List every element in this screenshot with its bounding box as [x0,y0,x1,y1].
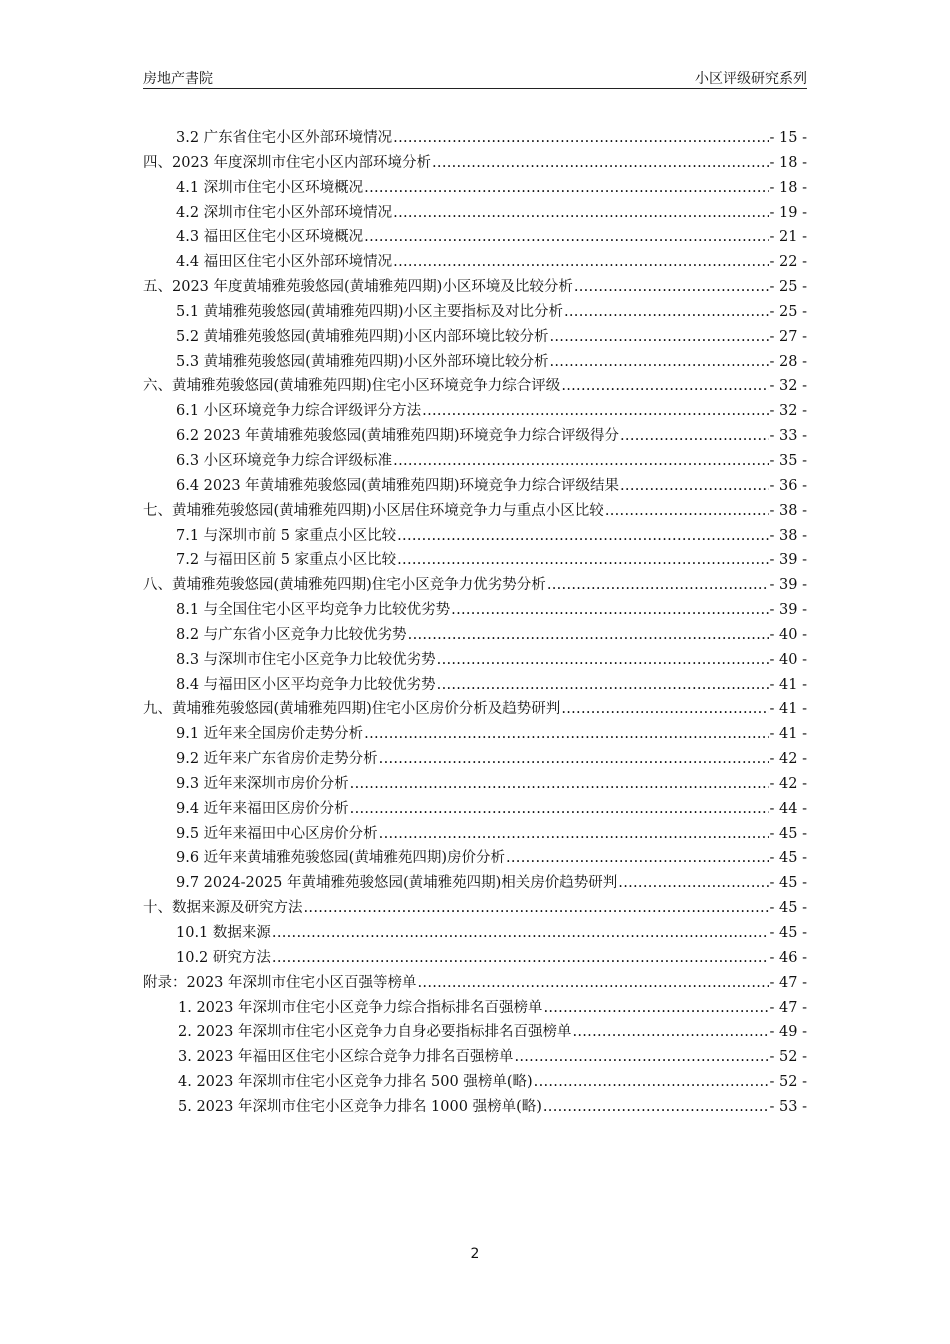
toc-leader-dots [437,673,769,698]
toc-entry[interactable] [143,697,807,722]
toc-entry-title: 十、数据来源及研究方法 [143,900,303,917]
header-series-title: 小区评级研究系列 [695,71,807,87]
toc-entry-title: 6.1 小区环境竞争力综合评级评分方法 [176,403,422,420]
toc-entry-page: - 39 - [769,602,807,619]
toc-entry[interactable] [143,648,807,673]
toc-entry[interactable] [143,151,807,176]
toc-entry-page: - 15 - [769,130,807,146]
toc-entry-page: - 45 - [769,850,807,867]
toc-entry-page: - 53 - [769,1098,807,1115]
toc-entry-page: - 41 - [769,726,807,743]
toc-leader-dots [572,1020,768,1045]
toc-entry[interactable] [143,275,807,300]
toc-entry-page: - 41 - [769,676,807,693]
toc-entry-title: 九、黄埔雅苑骏悠园(黄埔雅苑四期)住宅小区房价分析及趋势研判 [143,701,561,718]
header-publisher: 房地产書院 [143,71,213,87]
toc-leader-dots [514,1045,768,1070]
toc-entry-title: 9.6 近年来黄埔雅苑骏悠园(黄埔雅苑四期)房价分析 [176,850,505,867]
toc-entry[interactable] [143,623,807,648]
toc-entry[interactable] [143,374,807,399]
toc-entry-title: 5.3 黄埔雅苑骏悠园(黄埔雅苑四期)小区外部环境比较分析 [176,353,549,370]
toc-leader-dots [422,399,768,424]
toc-entry[interactable] [143,225,807,250]
toc-entry[interactable] [143,350,807,375]
toc-entry-title: 9.5 近年来福田中心区房价分析 [176,825,378,842]
toc-entry[interactable] [143,797,807,822]
toc-entry[interactable] [143,996,807,1021]
toc-entry-title: 五、2023 年度黄埔雅苑骏悠园(黄埔雅苑四期)小区环境及比较分析 [143,279,573,296]
toc-entry-title: 8.3 与深圳市住宅小区竞争力比较优劣势 [176,651,436,668]
toc-entry-title: 4.1 深圳市住宅小区环境概况 [176,179,364,196]
toc-entry-title: 七、黄埔雅苑骏悠园(黄埔雅苑四期)小区居住环境竞争力与重点小区比较 [143,502,604,519]
toc-leader-dots [543,996,768,1021]
toc-leader-dots [397,524,768,549]
toc-entry-title: 9.3 近年来深圳市房价分析 [176,775,349,792]
toc-entry-page: - 36 - [769,477,807,494]
toc-entry-title: 八、黄埔雅苑骏悠园(黄埔雅苑四期)住宅小区竞争力优劣势分析 [143,577,546,594]
toc-entry-page: - 45 - [769,900,807,917]
toc-entry-title: 5.2 黄埔雅苑骏悠园(黄埔雅苑四期)小区内部环境比较分析 [176,328,549,345]
toc-entry-title: 6.3 小区环境竞争力综合评级标准 [176,452,393,469]
toc-leader-dots [364,722,768,747]
toc-entry-page: - 46 - [769,949,807,966]
toc-entry-title: 6.2 2023 年黄埔雅苑骏悠园(黄埔雅苑四期)环境竞争力综合评级得分 [176,428,619,445]
toc-entry-page: - 18 - [769,154,807,171]
toc-leader-dots [408,623,769,648]
toc-entry-title: 10.1 数据来源 [176,925,271,941]
toc-entry-page: - 38 - [769,502,807,519]
toc-entry-page: - 39 - [769,577,807,594]
toc-entry-page: - 25 - [769,303,807,320]
toc-entry[interactable] [143,1070,807,1095]
toc-entry[interactable] [143,971,807,996]
toc-entry[interactable] [143,1045,807,1070]
toc-entry-title: 10.2 研究方法 [176,949,271,966]
page-number: 2 [470,1246,480,1262]
toc-entry-title: 2. 2023 年深圳市住宅小区竞争力自身必要指标排名百强榜单 [178,1024,572,1041]
toc-entry-page: - 32 - [769,378,807,395]
toc-leader-dots [304,896,769,921]
toc-entry[interactable] [143,449,807,474]
toc-entry[interactable] [143,772,807,797]
toc-leader-dots [605,499,769,524]
toc-entry-title: 8.4 与福田区小区平均竞争力比较优劣势 [176,676,436,693]
toc-entry-page: - 18 - [769,179,807,196]
toc-leader-dots [620,474,769,499]
toc-entry[interactable] [143,747,807,772]
toc-entry-title: 附录：2023 年深圳市住宅小区百强等榜单 [143,974,417,991]
toc-leader-dots [418,971,769,996]
toc-entry[interactable] [143,871,807,896]
toc-entry-page: - 28 - [769,353,807,370]
toc-leader-dots [549,350,768,375]
toc-leader-dots [350,772,769,797]
toc-entry-page: - 45 - [769,925,807,941]
toc-entry-title: 5.1 黄埔雅苑骏悠园(黄埔雅苑四期)小区主要指标及对比分析 [176,303,563,320]
toc-entry-page: - 32 - [769,403,807,420]
table-of-contents [143,126,807,1120]
toc-leader-dots [364,176,768,201]
toc-entry-page: - 35 - [769,452,807,469]
toc-entry[interactable] [143,822,807,847]
toc-entry-title: 3. 2023 年福田区住宅小区综合竞争力排名百强榜单 [178,1049,514,1066]
toc-entry-title: 4.4 福田区住宅小区外部环境情况 [176,254,393,271]
toc-entry[interactable] [143,846,807,871]
toc-entry-page: - 47 - [769,974,807,991]
toc-entry[interactable] [143,673,807,698]
toc-entry-page: - 25 - [769,279,807,296]
toc-entry[interactable] [143,598,807,623]
toc-leader-dots [543,1095,769,1120]
toc-leader-dots [364,225,768,250]
toc-entry-title: 4.2 深圳市住宅小区外部环境情况 [176,204,393,221]
toc-leader-dots [393,449,768,474]
toc-leader-dots [618,871,768,896]
toc-entry-title: 4. 2023 年深圳市住宅小区竞争力排名 500 强榜单(略) [178,1074,533,1091]
toc-entry-page: - 52 - [769,1049,807,1066]
toc-leader-dots [379,822,769,847]
toc-entry-page: - 39 - [769,552,807,569]
toc-entry[interactable] [143,548,807,573]
toc-entry-title: 1. 2023 年深圳市住宅小区竞争力综合指标排名百强榜单 [178,999,543,1016]
toc-entry[interactable] [143,1095,807,1120]
toc-entry-page: - 21 - [769,229,807,246]
toc-entry[interactable] [143,573,807,598]
toc-entry[interactable] [143,474,807,499]
toc-leader-dots [350,797,769,822]
toc-leader-dots [397,548,768,573]
toc-leader-dots [564,300,769,325]
page-header [143,66,807,89]
toc-entry-title: 6.4 2023 年黄埔雅苑骏悠园(黄埔雅苑四期)环境竞争力综合评级结果 [176,477,619,494]
toc-entry-title: 9.2 近年来广东省房价走势分析 [176,751,378,768]
toc-entry-page: - 33 - [769,428,807,445]
toc-leader-dots [561,697,768,722]
toc-leader-dots [393,126,768,151]
toc-entry-page: - 38 - [769,527,807,544]
toc-entry-page: - 42 - [769,775,807,792]
toc-entry-title: 3.2 广东省住宅小区外部环境情况 [176,130,393,146]
toc-entry[interactable] [143,325,807,350]
toc-entry-page: - 41 - [769,701,807,718]
toc-entry[interactable] [143,524,807,549]
toc-leader-dots [272,946,769,971]
toc-leader-dots [547,573,769,598]
toc-leader-dots [549,325,768,350]
toc-entry-title: 7.2 与福田区前 5 家重点小区比较 [176,552,397,569]
toc-entry-page: - 19 - [769,204,807,221]
toc-entry-page: - 49 - [769,1024,807,1041]
toc-entry[interactable] [143,722,807,747]
toc-entry[interactable] [143,399,807,424]
toc-leader-dots [437,648,769,673]
toc-entry-title: 9.1 近年来全国房价走势分析 [176,726,364,743]
toc-entry[interactable] [143,201,807,226]
toc-entry-title: 8.1 与全国住宅小区平均竞争力比较优劣势 [176,602,451,619]
toc-entry-title: 9.4 近年来福田区房价分析 [176,800,349,817]
toc-leader-dots [393,201,768,226]
toc-entry-title: 5. 2023 年深圳市住宅小区竞争力排名 1000 强榜单(略) [178,1098,542,1115]
toc-entry[interactable] [143,126,807,151]
toc-entry-title: 六、黄埔雅苑骏悠园(黄埔雅苑四期)住宅小区环境竞争力综合评级 [143,378,561,395]
toc-leader-dots [393,250,768,275]
toc-entry-page: - 45 - [769,875,807,892]
toc-entry-title: 9.7 2024-2025 年黄埔雅苑骏悠园(黄埔雅苑四期)相关房价趋势研判 [176,875,618,892]
toc-entry-page: - 45 - [769,825,807,842]
toc-leader-dots [272,921,769,946]
toc-leader-dots [451,598,768,623]
toc-entry[interactable] [143,946,807,971]
toc-entry[interactable] [143,250,807,275]
toc-entry-page: - 22 - [769,254,807,271]
toc-entry[interactable] [143,176,807,201]
toc-entry-page: - 44 - [769,800,807,817]
toc-entry-page: - 27 - [769,328,807,345]
toc-entry[interactable] [143,499,807,524]
toc-entry-page: - 40 - [769,651,807,668]
toc-leader-dots [574,275,769,300]
toc-entry[interactable] [143,1020,807,1045]
toc-entry-title: 4.3 福田区住宅小区环境概况 [176,229,364,246]
toc-entry-page: - 52 - [769,1074,807,1091]
toc-entry-title: 7.1 与深圳市前 5 家重点小区比较 [176,527,397,544]
toc-entry[interactable] [143,921,807,946]
toc-leader-dots [561,374,768,399]
toc-entry[interactable] [143,424,807,449]
toc-leader-dots [506,846,769,871]
toc-leader-dots [432,151,769,176]
toc-entry-page: - 47 - [769,999,807,1016]
toc-entry[interactable] [143,896,807,921]
toc-entry-page: - 40 - [769,626,807,643]
toc-leader-dots [534,1070,769,1095]
toc-leader-dots [379,747,769,772]
toc-entry[interactable] [143,300,807,325]
toc-entry-title: 8.2 与广东省小区竞争力比较优劣势 [176,626,407,643]
toc-entry-page: - 42 - [769,751,807,768]
toc-entry-title: 四、2023 年度深圳市住宅小区内部环境分析 [143,154,432,171]
toc-leader-dots [620,424,769,449]
